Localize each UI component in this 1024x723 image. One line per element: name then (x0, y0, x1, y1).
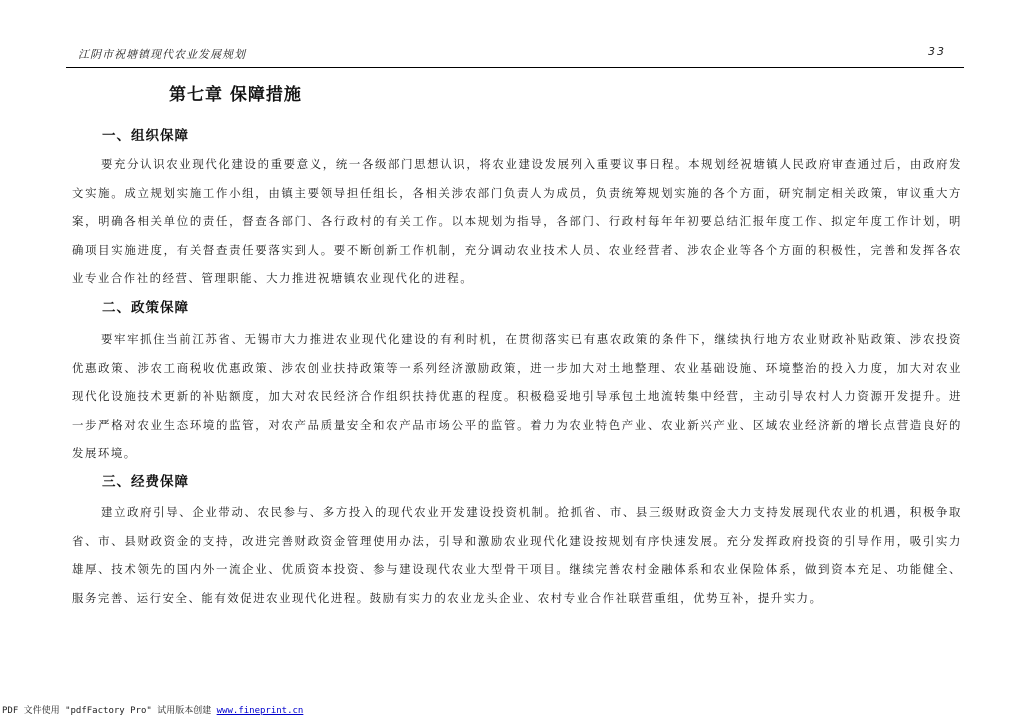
section-heading-organization: 一、组织保障 (102, 128, 189, 144)
section-body-funding: 建立政府引导、企业带动、农民参与、多方投入的现代农业开发建设投资机制。抢抓省、市、县三级财政资金大力支持发展现代农业的机遇，积极争取省、市、县财政资金的支持，改进完善财政资金管理使用办法，引导和激励农业现代化建设按规划有序快速发展。充分发挥政府投资的引导作用，吸引实力雄厚、技术领先的国内外一流企业、优质资本投资、参与建设现代农业大型骨干项目。继续完善农村金融体系和农业保险体系，做到资本充足、功能健全、服务完善、运行安全、能有效促进农业现代化进程。鼓励有实力的农业龙头企业、农村专业合作社联营重组，优势互补，提升实力。 (72, 505, 962, 605)
page-number: 33 (928, 45, 946, 58)
pdf-footer (2, 703, 303, 716)
chapter-title: 第七章 保障措施 (169, 85, 302, 105)
footer-text: PDF 文件使用 "pdfFactory Pro" 试用版本创建 (2, 706, 217, 716)
section-body-organization: 要充分认识农业现代化建设的重要意义，统一各级部门思想认识，将农业建设发展列入重要议事日程。本规划经祝塘镇人民政府审查通过后，由政府发文实施。成立规划实施工作小组，由镇主要领导担任组长，各相关涉农部门负责人为成员，负责统筹规划实施的各个方面，研究制定相关政策，审议重大方案，明确各相关单位的责任，督查各部门、各行政村的有关工作。以本规划为指导，各部门、行政村每年年初要总结汇报年度工作、拟定年度工作计划，明确项目实施进度，有关督查责任要落实到人。要不断创新工作机制，充分调动农业技术人员、农业经营者、涉农企业等各个方面的积极性，完善和发挥各农业专业合作社的经营、管理职能、大力推进祝塘镇农业现代化的进程。 (72, 157, 962, 285)
section-heading-policy: 二、政策保障 (102, 300, 189, 316)
page-header (78, 44, 964, 66)
footer-link[interactable]: www.fineprint.cn (216, 706, 304, 716)
document-title: 江阴市祝塘镇现代农业发展规划 (78, 48, 246, 61)
section-heading-funding: 三、经费保障 (102, 474, 189, 490)
header-divider (66, 67, 964, 68)
section-body-policy: 要牢牢抓住当前江苏省、无锡市大力推进农业现代化建设的有利时机，在贯彻落实已有惠农政策的条件下，继续执行地方农业财政补贴政策、涉农投资优惠政策、涉农工商税收优惠政策、涉农创业扶持政策等一系列经济激励政策，进一步加大对土地整理、农业基础设施、环境整治的投入力度，加大对农业现代化设施技术更新的补贴额度，加大对农民经济合作组织扶持优惠的程度。积极稳妥地引导承包土地流转集中经营，主动引导农村人力资源开发提升。进一步严格对农业生态环境的监管，对农产品质量安全和农产品市场公平的监管。着力为农业特色产业、农业新兴产业、区域农业经济新的增长点营造良好的发展环境。 (72, 332, 962, 460)
